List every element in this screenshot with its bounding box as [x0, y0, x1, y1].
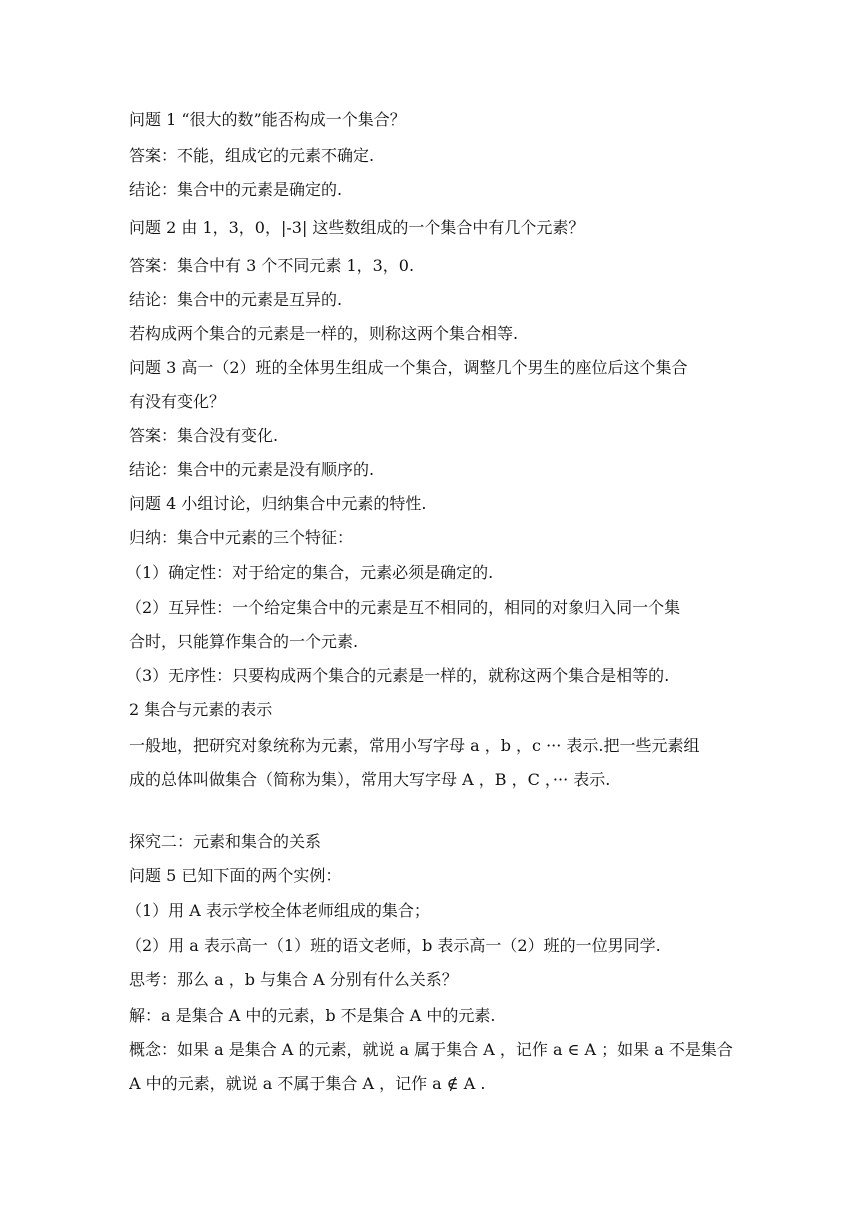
representation-text: 一般地，把研究对象统称为元素，常用小写字母 a ，b ，c ··· 表示.把一些元素组 — [129, 736, 700, 755]
property-distinctness-continued: 合时，只能算作集合的一个元素. — [129, 632, 359, 651]
property-unordered: （3）无序性：只要构成两个集合的元素是一样的，就称这两个集合是相等的. — [126, 666, 670, 685]
thinking-question: 思考：那么 a ，b 与集合 A 分别有什么关系？ — [129, 970, 458, 989]
question-5: 问题 5 已知下面的两个实例： — [129, 866, 342, 885]
section-heading-inquiry-2: 探究二：元素和集合的关系 — [129, 832, 322, 851]
question-4: 问题 4 小组讨论，归纳集合中元素的特性. — [129, 494, 427, 513]
answer-1: 答案：不能，组成它的元素不确定. — [129, 146, 375, 165]
question-3-continued: 有没有变化？ — [129, 392, 226, 411]
conclusion-1: 结论：集合中的元素是确定的. — [129, 180, 343, 199]
set-equality-note: 若构成两个集合的元素是一样的，则称这两个集合相等. — [129, 324, 519, 343]
concept-definition: 概念：如果 a 是集合 A 的元素，就说 a 属于集合 A ，记作 a ∈ A ；如果 a 不是集合 — [129, 1040, 733, 1059]
conclusion-2: 结论：集合中的元素是互异的. — [129, 290, 343, 309]
question-3: 问题 3 高一（2）班的全体男生组成一个集合，调整几个男生的座位后这个集合 — [129, 358, 688, 377]
summary-heading: 归纳：集合中元素的三个特征： — [129, 528, 354, 547]
representation-text-continued: 成的总体叫做集合（简称为集），常用大写字母 A ，B ，C ，··· 表示. — [129, 770, 611, 789]
section-heading-representation: 2 集合与元素的表示 — [129, 700, 273, 719]
property-distinctness: （2）互异性：一个给定集合中的元素是互不相同的，相同的对象归入同一个集 — [126, 598, 681, 617]
example-1: （1）用 A 表示学校全体老师组成的集合； — [126, 901, 430, 920]
question-1: 问题 1 “很大的数”能否构成一个集合？ — [129, 110, 406, 129]
question-2: 问题 2 由 1，3，0，|-3| 这些数组成的一个集合中有几个元素？ — [129, 218, 585, 237]
conclusion-3: 结论：集合中的元素是没有顺序的. — [129, 460, 375, 479]
property-determinacy: （1）确定性：对于给定的集合，元素必须是确定的. — [126, 563, 494, 582]
example-2: （2）用 a 表示高一（1）班的语文老师，b 表示高一（2）班的一位男同学. — [126, 936, 661, 955]
concept-definition-continued: A 中的元素，就说 a 不属于集合 A ，记作 a ∉ A . — [129, 1074, 486, 1093]
solution: 解：a 是集合 A 中的元素，b 不是集合 A 中的元素. — [129, 1006, 496, 1025]
answer-3: 答案：集合没有变化. — [129, 426, 279, 445]
answer-2: 答案：集合中有 3 个不同元素 1，3，0. — [129, 256, 415, 275]
